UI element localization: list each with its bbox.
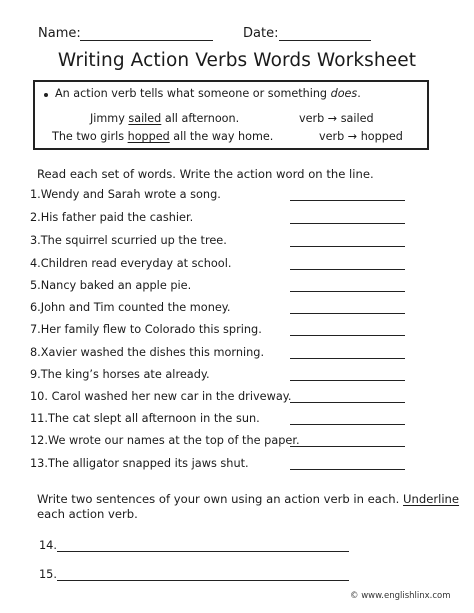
item-number: 6. [30, 301, 41, 314]
answer-line[interactable] [290, 446, 405, 447]
writing-line[interactable] [57, 580, 349, 581]
item-number: 4. [30, 257, 41, 270]
item-number: 12. [30, 434, 48, 447]
sentence-item [30, 457, 249, 470]
underline-word: Underline [403, 492, 460, 506]
sentence-item [30, 412, 260, 425]
example-before: Jimmy [90, 112, 129, 125]
date-label: Date: [243, 26, 279, 41]
example-after: all afternoon. [161, 112, 240, 125]
writing-line[interactable] [57, 551, 349, 552]
instructions-part2-line2: each action verb. [37, 507, 138, 521]
example-verb: sailed [128, 112, 162, 125]
answer-line[interactable] [290, 291, 405, 292]
answer-line[interactable] [290, 200, 405, 201]
item-text: The king’s horses ate already. [40, 368, 210, 381]
item-number: 3. [30, 234, 41, 247]
sentence-item [30, 257, 231, 270]
instructions-part2 [37, 492, 459, 506]
item-text: Nancy baked an apple pie. [40, 279, 192, 292]
item-number: 5. [30, 279, 41, 292]
worksheet-title: Writing Action Verbs Words Worksheet [57, 50, 417, 71]
example-sentence-1 [90, 112, 239, 125]
definition-emphasis: does [330, 87, 358, 100]
sentence-item [30, 323, 262, 336]
item-number: 10. [30, 390, 48, 403]
answer-line[interactable] [290, 469, 405, 470]
definition-prefix: An action verb tells what someone or something [55, 87, 331, 100]
definition-text [55, 87, 361, 100]
sentence-item [30, 368, 210, 381]
item-text: The squirrel scurried up the tree. [40, 234, 227, 247]
instructions-part2-text: Write two sentences of your own using an action verb in each. [37, 492, 404, 506]
example-sentence-2 [52, 130, 273, 143]
example-answer-1: verb → sailed [299, 112, 374, 125]
sentence-item [30, 434, 300, 447]
answer-line[interactable] [290, 335, 405, 336]
footer-credit: © www.englishlinx.com [350, 591, 451, 601]
sentence-item [30, 301, 230, 314]
answer-line[interactable] [290, 246, 405, 247]
item-number: 2. [30, 211, 41, 224]
item-text: Her family flew to Colorado this spring. [40, 323, 262, 336]
answer-line[interactable] [290, 424, 405, 425]
answer-line[interactable] [290, 380, 405, 381]
item-text: Wendy and Sarah wrote a song. [40, 188, 221, 201]
writing-item-number: 14. [39, 539, 57, 552]
answer-line[interactable] [290, 269, 405, 270]
item-number: 7. [30, 323, 41, 336]
item-text: We wrote our names at the top of the paper. [47, 434, 300, 447]
name-label: Name: [38, 26, 81, 41]
example-verb: hopped [127, 130, 170, 143]
answer-line[interactable] [290, 313, 405, 314]
instructions-part1: Read each set of words. Write the action word on the line. [37, 167, 374, 181]
writing-item-number: 15. [39, 568, 57, 581]
item-text: The alligator snapped its jaws shut. [47, 457, 249, 470]
sentence-item [30, 211, 193, 224]
name-line[interactable] [80, 40, 213, 41]
item-text: John and Tim counted the money. [40, 301, 231, 314]
item-text: His father paid the cashier. [40, 211, 194, 224]
item-text: The cat slept all afternoon in the sun. [47, 412, 260, 425]
example-after: all the way home. [169, 130, 274, 143]
answer-line[interactable] [290, 223, 405, 224]
sentence-item [30, 279, 191, 292]
item-text: Xavier washed the dishes this morning. [40, 346, 265, 359]
answer-line[interactable] [290, 358, 405, 359]
item-text: Carol washed her new car in the driveway. [51, 390, 292, 403]
example-before: The two girls [52, 130, 128, 143]
sentence-item [30, 234, 227, 247]
example-answer-2: verb → hopped [319, 130, 403, 143]
item-number: 8. [30, 346, 41, 359]
date-line[interactable] [279, 40, 371, 41]
sentence-item [30, 346, 264, 359]
bullet-icon [44, 93, 48, 97]
definition-suffix: . [357, 87, 361, 100]
item-number: 9. [30, 368, 41, 381]
item-number: 13. [30, 457, 48, 470]
item-text: Children read everyday at school. [40, 257, 232, 270]
sentence-item [30, 188, 221, 201]
item-number: 11. [30, 412, 48, 425]
sentence-item [30, 390, 291, 403]
answer-line[interactable] [290, 402, 405, 403]
item-number: 1. [30, 188, 41, 201]
